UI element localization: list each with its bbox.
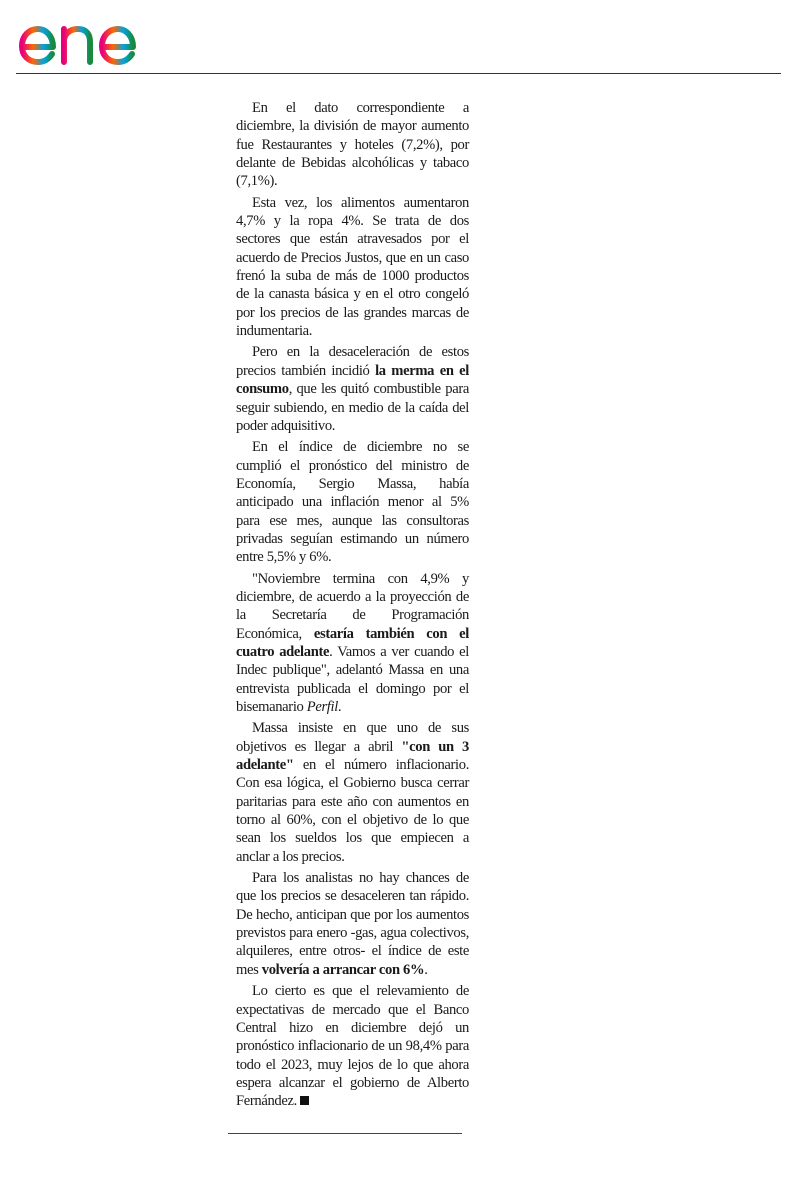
paragraph-text: Massa insiste en que uno de sus objetivos es llegar a abril — [236, 720, 469, 755]
paragraph-text: En el índice de diciembre no se cumplió el pronóstico del ministro de Economía, Sergio Massa, había anticipado una inflación menor al 5% para ese mes, aunque las consultoras privadas seguían estimando un número entre 5,5% y 6%. — [236, 439, 469, 566]
enel-logo — [16, 14, 176, 68]
bold-emphasis: volvería a arrancar con 6% — [261, 961, 425, 978]
paragraph-text: Esta vez, los alimentos aumentaron 4,7% y la ropa 4%. Se trata de dos sectores que están atravesados por el acuerdo de Precios Justos, que en un caso frenó la suba de más de 1000 productos de la canasta básica y en el otro congeló por los precios de las grandes marcas de indumentaria. — [236, 194, 469, 340]
paragraph-text: en el número inflacionario. Con esa lógica, el Gobierno busca cerrar paritarias para este año con aumentos en torno al 60%, con el objetivo de lo que sean los sueldos los que empiecen a anclar a los precios. — [236, 757, 469, 865]
article-paragraph — [236, 438, 469, 566]
article-paragraph — [236, 99, 469, 191]
paragraph-text: Lo cierto es que el relevamiento de expectativas de mercado que el Banco Central hizo en diciembre dejó un pronóstico inflacionario de un 98,4% para todo el 2023, muy lejos de lo que ahora espera alcanzar el gobierno de Alberto Fernández. — [236, 983, 469, 1110]
paragraph-text: . — [337, 699, 342, 715]
article-paragraph — [236, 194, 469, 341]
paragraph-text: En el dato correspondiente a diciembre, la división de mayor aumento fue Restaurantes y hoteles (7,2%), por delante de Bebidas alcohólicas y tabaco (7,1%). — [236, 100, 469, 190]
article-paragraph — [236, 570, 469, 717]
column-end-divider — [228, 1133, 462, 1134]
article-paragraph — [236, 719, 469, 866]
bold-emphasis: estaría también con el cuatro adelante — [236, 625, 470, 660]
article-paragraph — [236, 869, 469, 979]
paragraph-text: , que les quitó combustible para seguir subiendo, en medio de la caída del poder adquisitivo. — [236, 381, 469, 434]
paragraph-text: Pero en la desaceleración de estos precios también incidió — [236, 344, 469, 379]
bold-emphasis: la merma en el consumo — [236, 362, 470, 398]
end-of-article-mark — [300, 1096, 309, 1105]
article-paragraph — [236, 982, 469, 1110]
article-column — [236, 99, 469, 1111]
paragraph-text: "Noviembre termina con 4,9% y diciembre, de acuerdo a la proyección de la Secretaría de Programación Económica, — [236, 570, 469, 642]
paragraph-text: . — [424, 961, 428, 978]
article-paragraph — [236, 343, 469, 435]
bold-emphasis: "con un 3 adelante" — [236, 738, 469, 774]
italic-emphasis: Perfil — [306, 699, 338, 715]
paragraph-text: Para los analistas no hay chances de que los precios se desaceleren tan rápido. De hecho, anticipan que por los aumentos previstos para enero -gas, agua colectivos, alquileres, entre otros- el índice de este mes — [236, 870, 469, 978]
paragraph-text: . Vamos a ver cuando el Indec publique", adelantó Massa en una entrevista publicada el domingo por el bisemanario — [236, 643, 470, 715]
page-header — [0, 0, 800, 76]
header-divider — [16, 73, 781, 74]
